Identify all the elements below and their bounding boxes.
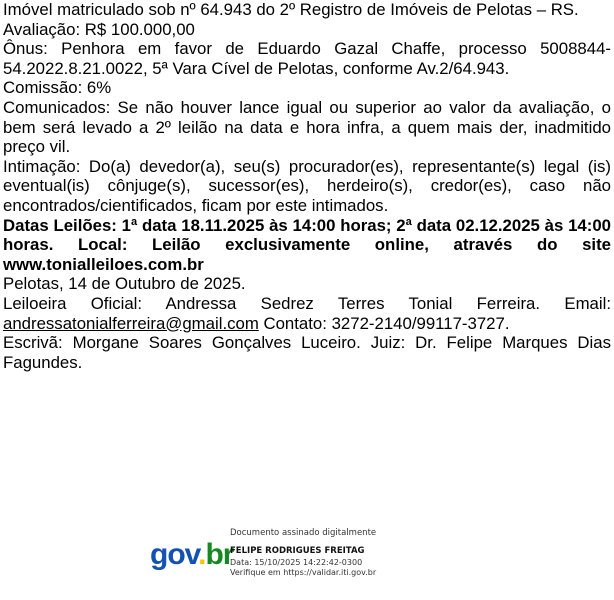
signature-details bbox=[230, 528, 460, 578]
document-body bbox=[3, 0, 611, 372]
announcements: Comunicados: Se não houver lance igual ou superior ao valor da avaliação, o bem será levado a 2º leilão na data e hora infra, a quem mais der, inadmitido preço vil. bbox=[3, 97, 611, 157]
clerk-judge: Escrivã: Morgane Soares Gonçalves Luceiro. Juiz: Dr. Felipe Marques Dias Fagundes. bbox=[3, 333, 611, 372]
contact-paragraph bbox=[3, 294, 611, 333]
auction-dates: Datas Leilões: 1ª data 18.11.2025 às 14:00 horas; 2ª data 02.12.2025 às 14:00 horas. Local: Leilão exclusivamente online, através do site www.tonialleiloes.com.br bbox=[3, 215, 611, 274]
govbr-logo: gov.br bbox=[150, 538, 234, 571]
contact-text: Contato: 3272-2140/99117-3727. bbox=[258, 313, 510, 333]
digital-signature-stamp bbox=[150, 528, 450, 588]
signature-verify: Verifique em https://validar.iti.gov.br bbox=[230, 568, 377, 577]
place-date: Pelotas, 14 de Outubro de 2025. bbox=[3, 274, 246, 294]
summons: Intimação: Do(a) devedor(a), seu(s) procurador(es), representante(s) legal (is) eventual(is) cônjuge(s), sucessor(es), herdeiro(s), credor(es), caso não encontrados/cientificados, ficam por este intimados. bbox=[3, 156, 611, 215]
valuation: Avaliação: R$ 100.000,00 bbox=[3, 19, 195, 39]
commission: Comissão: 6% bbox=[3, 78, 112, 98]
signature-title: Documento assinado digitalmente bbox=[230, 528, 377, 538]
email-link[interactable]: andressatonialferreira@gmail.com bbox=[3, 313, 259, 333]
signature-date: Data: 15/10/2025 14:22:42-0300 bbox=[230, 558, 363, 567]
auctioneer-text: Leiloeira Oficial: Andressa Sedrez Terres Tonial Ferreira. Email: bbox=[3, 293, 611, 313]
property-registration: Imóvel matriculado sob nº 64.943 do 2º Registro de Imóveis de Pelotas – RS. bbox=[3, 0, 579, 19]
encumbrance: Ônus: Penhora em favor de Eduardo Gazal Chaffe, processo 5008844-54.2022.8.21.0022, 5ª Vara Cível de Pelotas, conforme Av.2/64.943. bbox=[3, 39, 611, 78]
signer-name: FELIPE RODRIGUES FREITAG bbox=[230, 546, 365, 556]
